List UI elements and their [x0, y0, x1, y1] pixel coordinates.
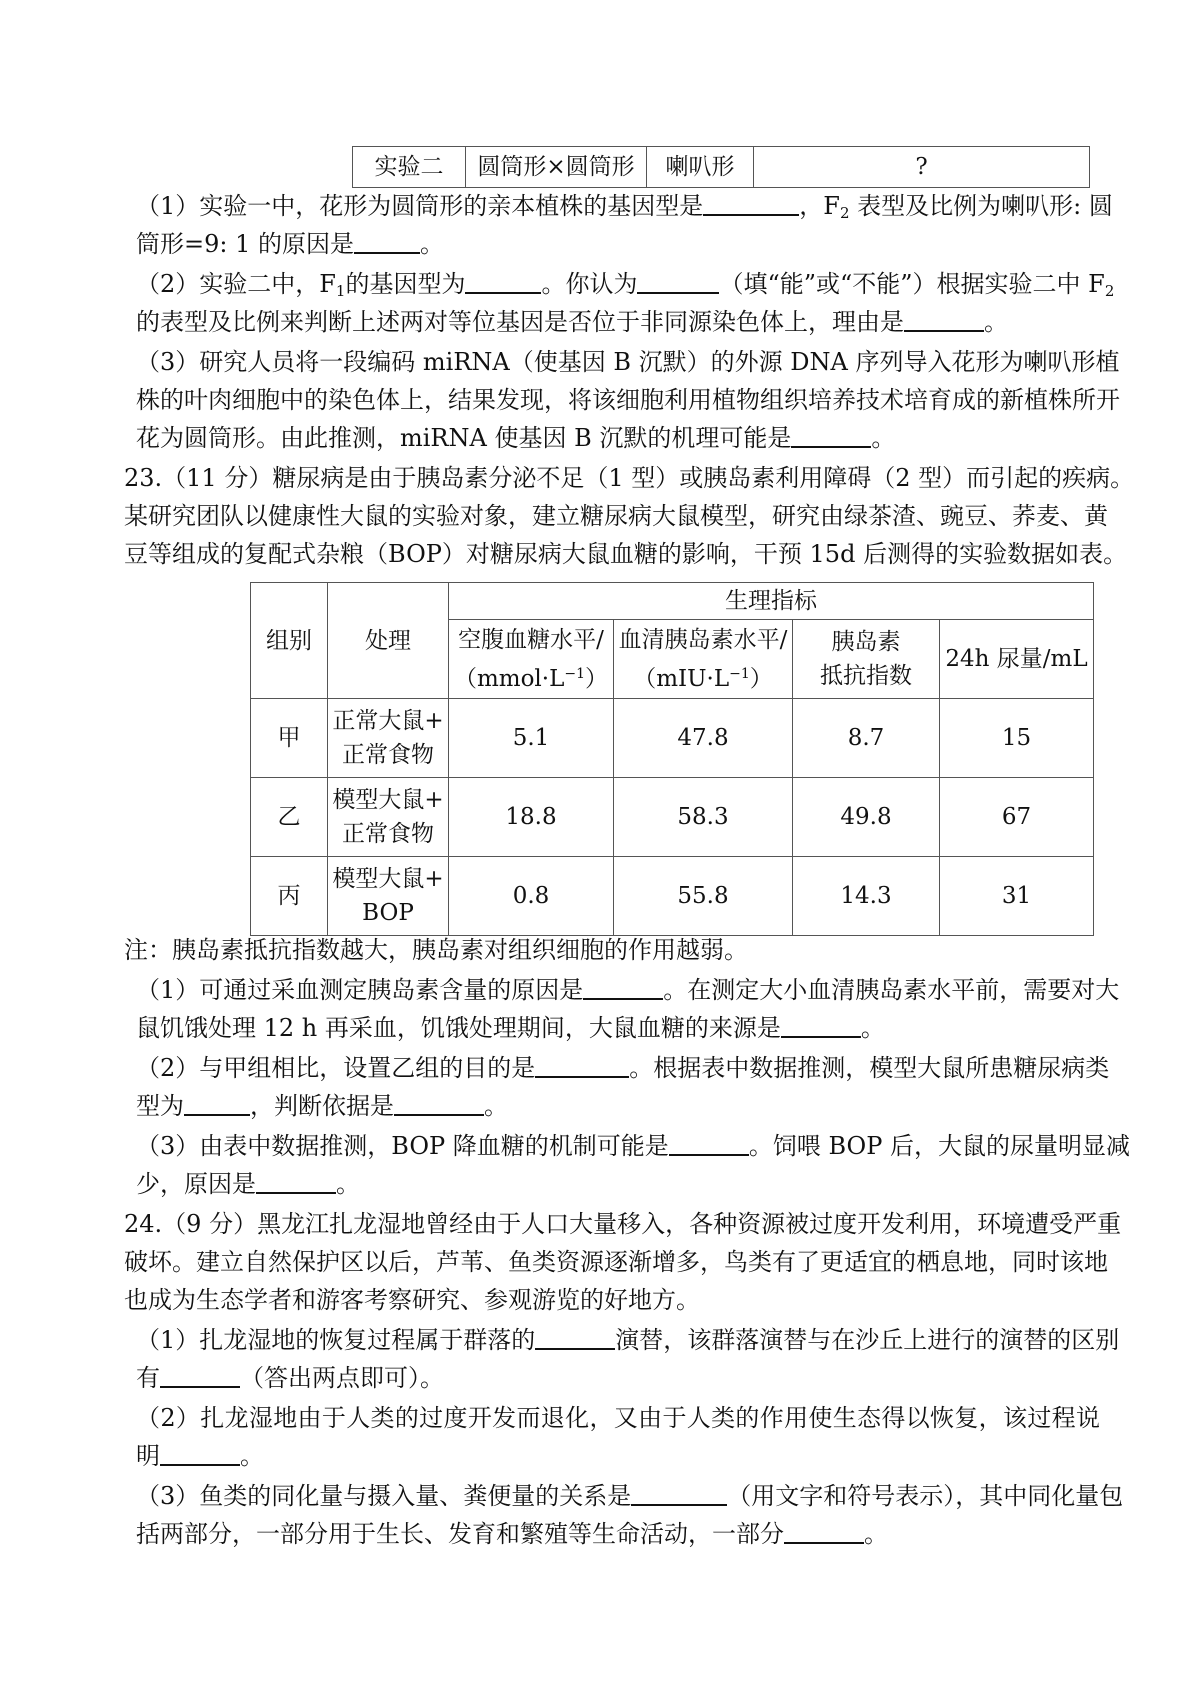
- table-cell: ?: [754, 147, 1090, 188]
- q22-part3-line1: （3）研究人员将一段编码 miRNA（使基因 B 沉默）的外源 DNA 序列导入花形为喇叭形植: [136, 348, 1120, 376]
- table-cell: 31: [940, 857, 1094, 936]
- table-cell: 实验二: [353, 147, 466, 188]
- table-cell: 模型大鼠+ 正常食物: [328, 778, 449, 857]
- rat-data-table: [250, 582, 1094, 936]
- table-cell: 乙: [251, 778, 328, 857]
- answer-blank[interactable]: [256, 1170, 336, 1194]
- q23-part3-line1: （3）由表中数据推测，BOP 降血糖的机制可能是 。饲喂 BOP 后，大鼠的尿量明显减: [136, 1132, 1130, 1160]
- table-cell: 圆筒形×圆筒形: [466, 147, 647, 188]
- q23-stem-line3: 豆等组成的复配式杂粮（BOP）对糖尿病大鼠血糖的影响，干预 15d 后测得的实验数据如表。: [124, 540, 1128, 568]
- table-row: [251, 699, 1094, 778]
- header-insulin-resistance: 胰岛素 抵抗指数: [793, 620, 940, 699]
- answer-blank[interactable]: [703, 192, 799, 216]
- q24-stem-line1: 24.（9 分）黑龙江扎龙湿地曾经由于人口大量移入，各种资源被过度开发利用，环境遭受严重: [124, 1210, 1122, 1238]
- q24-stem-line3: 也成为生态学者和游客考察研究、参观游览的好地方。: [124, 1286, 700, 1314]
- q24-part1-line2: 有 （答出两点即可）。: [136, 1364, 444, 1392]
- answer-blank[interactable]: [354, 230, 420, 254]
- answer-blank[interactable]: [637, 270, 719, 294]
- q23-part1-line1: （1）可通过采血测定胰岛素含量的原因是 。在测定大小血清胰岛素水平前，需要对大: [136, 976, 1120, 1004]
- table-row: [353, 147, 1090, 188]
- table-cell: 49.8: [793, 778, 940, 857]
- table-cell: 5.1: [449, 699, 614, 778]
- q23-stem-line1: 23.（11 分）糖尿病是由于胰岛素分泌不足（1 型）或胰岛素利用障碍（2 型）而引起的疾病。: [124, 464, 1135, 492]
- table-row: [251, 778, 1094, 857]
- table-cell: 正常大鼠+ 正常食物: [328, 699, 449, 778]
- answer-blank[interactable]: [583, 976, 663, 1000]
- q24-part2-line1: （2）扎龙湿地由于人类的过度开发而退化，又由于人类的作用使生态得以恢复，该过程说: [136, 1404, 1100, 1432]
- table-cell: 喇叭形: [647, 147, 754, 188]
- table-cell: 67: [940, 778, 1094, 857]
- q24-part2-line2: 明 。: [136, 1442, 264, 1470]
- q22-part1-line1: （1）实验一中，花形为圆筒形的亲本植株的基因型是 ，$F_2$ 表型及比例为喇叭形: 圆: [136, 192, 1113, 222]
- table-cell: 甲: [251, 699, 328, 778]
- q23-stem-line2: 某研究团队以健康性大鼠的实验对象，建立糖尿病大鼠模型，研究由绿茶渣、豌豆、荞麦、黄: [124, 502, 1108, 530]
- header-urine-volume: 24h 尿量/mL: [940, 620, 1094, 699]
- table-header-row: [251, 583, 1094, 620]
- header-treatment: 处理: [328, 583, 449, 699]
- header-group: 组别: [251, 583, 328, 699]
- answer-blank[interactable]: [394, 1092, 484, 1116]
- answer-blank[interactable]: [535, 1054, 629, 1078]
- answer-blank[interactable]: [160, 1442, 240, 1466]
- q22-part3-line3: 花为圆筒形。由此推测，miRNA 使基因 B 沉默的机理可能是 。: [136, 424, 896, 452]
- answer-blank[interactable]: [160, 1364, 240, 1388]
- answer-blank[interactable]: [465, 270, 541, 294]
- table-cell: 0.8: [449, 857, 614, 936]
- q23-part3-line2: 少，原因是 。: [136, 1170, 360, 1198]
- answer-blank[interactable]: [904, 308, 984, 332]
- q24-stem-line2: 破坏。建立自然保护区以后，芦苇、鱼类资源逐渐增多，鸟类有了更适宜的栖息地，同时该地: [124, 1248, 1108, 1276]
- q22-part1-line2: 筒形=9: 1 的原因是 。: [136, 230, 444, 258]
- q23-part2-line2: 型为 ，判断依据是 。: [136, 1092, 508, 1120]
- table-cell: 14.3: [793, 857, 940, 936]
- table-cell: 15: [940, 699, 1094, 778]
- table-row: [251, 857, 1094, 936]
- header-fasting-glucose: 空腹血糖水平/ $(mmol\cdot L^{-1})$: [449, 620, 614, 699]
- q23-part2-line1: （2）与甲组相比，设置乙组的目的是 。根据表中数据推测，模型大鼠所患糖尿病类: [136, 1054, 1110, 1082]
- q22-part3-line2: 株的叶肉细胞中的染色体上，结果发现，将该细胞利用植物组织培养技术培育成的新植株所开: [136, 386, 1120, 414]
- header-serum-insulin: 血清胰岛素水平/ $(mIU\cdot L^{-1})$: [614, 620, 793, 699]
- q24-part3-line2: 括两部分，一部分用于生长、发育和繁殖等生命活动，一部分 。: [136, 1520, 888, 1548]
- answer-blank[interactable]: [669, 1132, 749, 1156]
- experiment-table: [352, 146, 1090, 188]
- table-cell: 丙: [251, 857, 328, 936]
- table-cell: 18.8: [449, 778, 614, 857]
- q22-part2-line1: （2）实验二中，$F_1$的基因型为 。你认为 （填“能”或“不能”）根据实验二中 $F_2$: [136, 270, 1115, 300]
- q23-part1-line2: 鼠饥饿处理 12 h 再采血，饥饿处理期间，大鼠血糖的来源是 。: [136, 1014, 885, 1042]
- header-physiology: 生理指标: [449, 583, 1094, 620]
- answer-blank[interactable]: [184, 1092, 250, 1116]
- q24-part1-line1: （1）扎龙湿地的恢复过程属于群落的 演替，该群落演替与在沙丘上进行的演替的区别: [136, 1326, 1120, 1354]
- answer-blank[interactable]: [631, 1482, 727, 1506]
- table-cell: 模型大鼠+ BOP: [328, 857, 449, 936]
- q24-part3-line1: （3）鱼类的同化量与摄入量、粪便量的关系是 （用文字和符号表示），其中同化量包: [136, 1482, 1124, 1510]
- table-cell: 55.8: [614, 857, 793, 936]
- answer-blank[interactable]: [791, 424, 871, 448]
- table-cell: 47.8: [614, 699, 793, 778]
- answer-blank[interactable]: [784, 1520, 864, 1544]
- q23-note: 注：胰岛素抵抗指数越大，胰岛素对组织细胞的作用越弱。: [124, 936, 748, 964]
- answer-blank[interactable]: [535, 1326, 615, 1350]
- table-cell: 8.7: [793, 699, 940, 778]
- table-cell: 58.3: [614, 778, 793, 857]
- q22-part2-line2: 的表型及比例来判断上述两对等位基因是否位于非同源染色体上，理由是 。: [136, 308, 1008, 336]
- answer-blank[interactable]: [781, 1014, 861, 1038]
